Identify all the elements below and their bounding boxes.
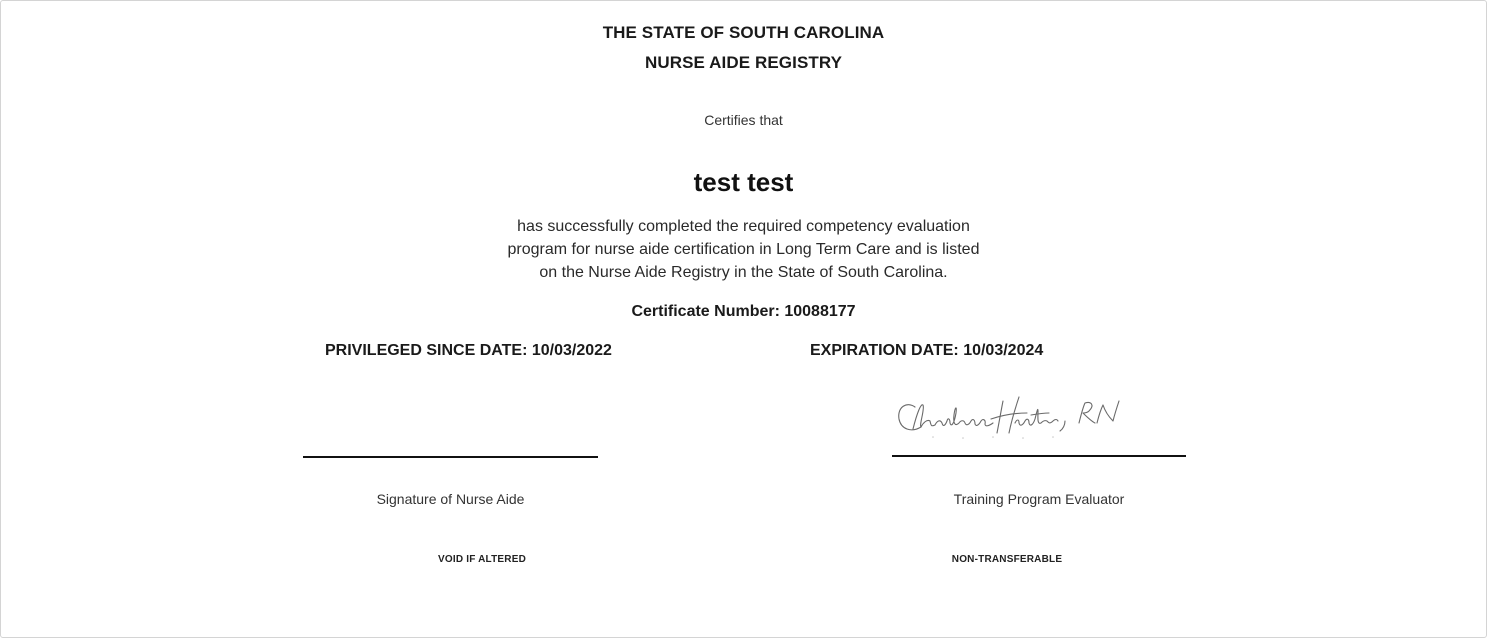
evaluator-signature-label: Training Program Evaluator [953, 491, 1125, 507]
statement-line-2: program for nurse aide certification in Long Term Care and is listed [507, 241, 980, 258]
certification-statement [1, 215, 1486, 284]
certifies-text: Certifies that [704, 112, 783, 128]
evaluator-signature-line [892, 455, 1186, 457]
expiration-date: EXPIRATION DATE: 10/03/2024 [810, 342, 1044, 359]
certificate-number: Certificate Number: 10088177 [631, 303, 856, 320]
statement-line-1: has successfully completed the required competency evaluation [517, 218, 970, 235]
state-title: THE STATE OF SOUTH CAROLINA [602, 23, 885, 42]
non-transferable-notice: NON-TRANSFERABLE [951, 554, 1063, 565]
nurse-aide-signature-label: Signature of Nurse Aide [376, 491, 525, 507]
registry-title: NURSE AIDE REGISTRY [644, 53, 843, 72]
nurse-aide-signature-line [303, 456, 598, 458]
statement-line-3: on the Nurse Aide Registry in the State of South Carolina. [539, 264, 948, 281]
holder-name: test test [693, 167, 794, 197]
void-if-altered-notice: VOID IF ALTERED [438, 554, 526, 565]
privileged-since-date: PRIVILEGED SINCE DATE: 10/03/2022 [325, 342, 612, 359]
evaluator-signature-image [893, 393, 1129, 443]
